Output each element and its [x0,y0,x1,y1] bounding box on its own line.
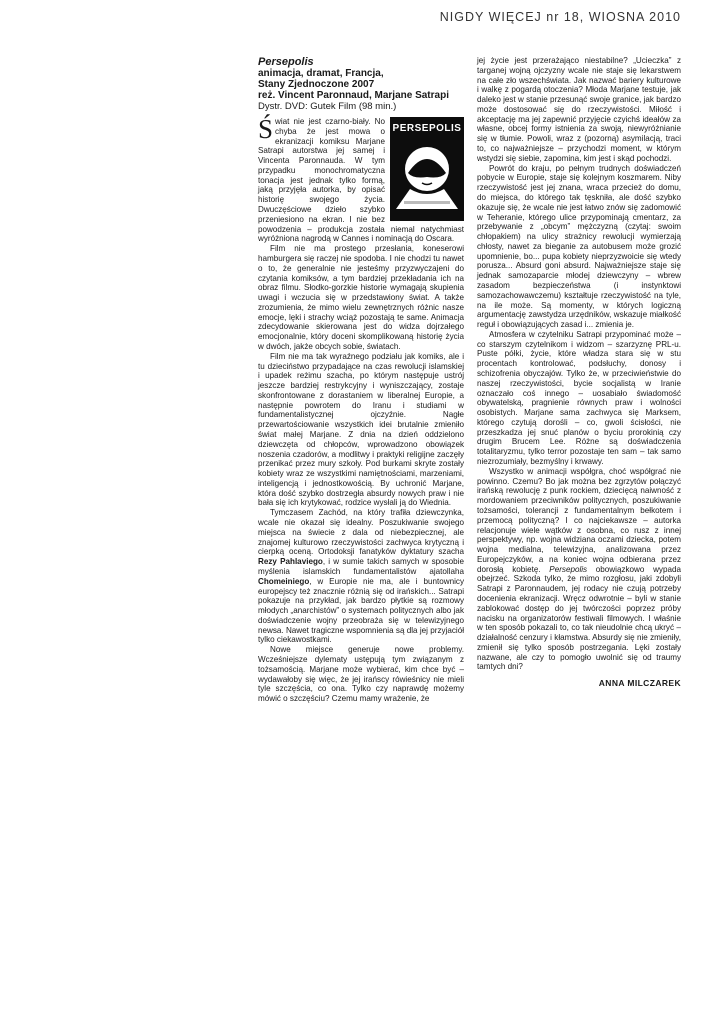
paragraph: Tymczasem Zachód, na który trafiła dziewczynka, wcale nie okazał się idealny. Poszukiwanie swojego miejsca na świecie z dala od niebezpiecznej, ale znajomej kulturowo rzeczywistości zachwyca krytyczną i cierpką oceną. Ortodoksji fanatyków dyktatury szacha Rezy Pahlaviego, i w sumie takich samych w sposobie myślenia islamskich fundamentalistów ajatollaha Chomeiniego, w Europie nie ma, ale i buntownicy europejscy też znacznie różnią się od irańskich... Satrapi pokazuje na przykład, jak bardzo płytkie są rozmowy młodych „anarchistów” o systemach politycznych albo jak doświadczenie wojny przeobraża się w telewizyjnego newsa. Nawet tragiczne wspomnienia są dla jej przyjaciół tylko ciekawostkami. [258,508,464,645]
title-italic: Persepolis [549,564,588,574]
paragraph: Film nie ma prostego przesłania, koneserowi hamburgera się raczej nie spodoba. I nie chodzi tu nawet o to, że generalnie nie jesteśmy przyzwyczajeni do czytania komiksów, a tym bardziej przekładania ich na obraz filmu. Słodko-gorzkie historie wymagają skupienia uwagi i wczucia się w przedstawiony świat. A także zrozumienia, że mimo wielu zewnętrznych różnic nasze emocje, lęki i strachy wciąż pozostają te same. Animacja zdecydowanie skierowana jest do widza dojrzałego emocjonalnie, który doceni skomplikowaną historię życia w dwóch, jakże obcych sobie, światach. [258,244,464,351]
running-header: NIGDY WIĘCEJ nr 18, WIOSNA 2010 [439,10,681,24]
poster-image [390,117,464,221]
poster-art [396,139,458,209]
paragraph: Powrót do kraju, po pełnym trudnych doświadczeń pobycie w Europie, staje się kolejnym koszmarem. Niby rzeczywistość jest jej znana, wraca przecież do domu, do miejsca, do którego tak tęskniła, ale dość szybko okazuje się, że wcale nie jest łatwo znów się zadomowić w Teheranie, którego ulice przypominają cmentarz, za przebywanie z „obcym” mężczyzną (czytaj: swoim chłopakiem) na ulicy strażnicy rewolucji wymierzają chłosty, nawet za bieganie za autobusem może grozić upomnienie, bo... pupa kobiety nieprzyzwoicie się wtedy porusza... Absurd goni absurd. Najważniejsze staje się jednak samozaparcie młodej dziewczyny – wbrew zasadom bezpieczeństwa (i instynktowi samozachowawczemu) kształtuje rzeczywistość na tyle, na ile może. Są momenty, w których logiczną argumentację zawstydza urzędników, wskazuje miałkość reguł i obowiązujących zasad i... zmienia je. [477,163,681,330]
film-directors: reż. Vincent Paronnaud, Marjane Satrapi [258,90,449,101]
paragraph: Wszystko w animacji współgra, choć współgrać nie powinno. Czemu? Bo jak można bez zgrzytów połączyć irańską rewolucję z punk rockiem, dziecięcą naiwność z mordowaniem przeciwników politycznych, poszukiwanie tożsamości, tolerancji z fundamentalnym bełkotem i przemocą polityczną? I co najciekawsze – autorka relacjonuje wiele wątków z osobna, co rusz z innej perspektywy, np. wojna widziana oczami dziecka, potem wojna medialna, telewizyjna, analizowana przez Europejczyków, a na koniec wojna odbierana przez dorosłą kobietę. Persepolis obowiązkowo wypada obejrzeć. Szkoda tylko, że mimo rozgłosu, jaki zdobyli Satrapi z Paronnaudem, jej rodacy nie czują potrzeby docenienia ekranizacji. Wręcz odwrotnie – byli w stanie zablokować dostęp do jej twórczości poprzez próby nacisku na organizatorów festiwali filmowych. I właśnie w ten sposób pokazali to, co tak nieudolnie chcą ukryć – działalność cenzury i kłamstwa. Absurdy się nie zmieniły, zmienił się tylko sposób postrzegania. Lęki zostały nazwane, ale czy to pomogło uwolnić się od traumy tamtych dni? [477,466,681,672]
distribution-info: Dystr. DVD: Gutek Film (98 min.) [258,101,397,112]
film-title: Persepolis [258,56,314,68]
name-highlight: Rezy Pahlaviego [258,557,323,567]
poster-title: PERSEPOLIS [392,123,462,134]
film-genre: animacja, dramat, Francja, [258,68,384,79]
film-production: Stany Zjednoczone 2007 [258,79,375,90]
drop-cap: Ś [258,114,274,144]
left-column [258,56,464,704]
author-signature: ANNA MILCZAREK [598,678,681,689]
paragraph: jej życie jest przerażająco niestabilne? „Ucieczka” z targanej wojną ojczyzny wcale nie staje się lekarstwem na całe zło wszechświata. Jak nazwać bariery kulturowe i walkę z pogardą otoczenia? Młoda Marjane testuje, jak daleko jest w stanie przesunąć swoje granice, jak bardzo może dostosować się do rzeczywistości. Miłość i akceptację ma jej zapewnić przyjęcie czyichś ideałów za własne, obcej formy istnienia za swoją, niewyróżnianie się w tłumie. Powoli, wraz z (pozorną) asymilacją, traci to, co najważniejsze – przychodzi moment, w którym wstydzi się siebie, zapomina, kim jest i skąd pochodzi. [477,56,681,163]
paragraph: Film nie ma tak wyraźnego podziału jak komiks, ale i tu dzieciństwo przypadające na czas rewolucji islamskiej i upadek reżimu szacha, po którym następuje ustrój jeszcze bardziej restrykcyjny i wyniszczający, zostaje skonfrontowane z dorastaniem w liberalnej Europie, a następnie powrotem do Iranu i studiami w fundamentalistycznej ojczyźnie. Nagłe przewartościowanie wszystkich idei brutalnie zmieniło świat małej Marjane. Z dnia na dzień oddzielono dziewczęta od chłopców, wprowadzono obowiązek noszenia czadorów, a modlitwy i praktyki religijne zaczęły przenikać przez mury szkoły. Pod burkami skryte zostały kobiety wraz ze wszystkimi namiętnościami, marzeniami, inteligencją i jednostkowością. By uchronić Marjane, która dość szybko dostrzegła absurdy nowych praw i nie bała się ich krytykować, rodzice wysłali ją do Wiednia. [258,351,464,508]
name-highlight: Chomeiniego [258,576,310,586]
right-column [477,56,681,688]
paragraph: Świat nie jest czarno-biały. No chyba że jest mowa o ekranizacji komiksu Marjane Satrapi autorstwa jej samej i Vincenta Paronnauda. W tym przypadku monochromatyczna tonacja jest jednak tylko formą, jaką przyjęła autorka, by opisać historię swojego życia. Dwuczęściowe dzieło szybko przeniesiono na ekran. I nie bez powodzenia – produkcja została niemal natychmiast wyróżniona nagrodą w Cannes i nominacją do Oscara. [258,114,464,244]
paragraph: Atmosfera w czytelniku Satrapi przypominać może – co starszym czytelnikom i widzom – szarzyznę PRL-u. Puste półki, życie, które władza stara się w stu procentach kontrolować, podsłuchy, donosy i schizofrenia obyczajów. Tylko że, w przeciwieństwie do naszej rzeczywistości, bycie socjalistą w Iranie oznaczało coś innego – uosabiało świadomość obywatelską, pragnienie równych praw i wolności osobistych. Marjane sama zachwyca się Marksem, którego czytują dorośli – co, gwoli ścisłości, nie przeszkadza jej snuć planów o byciu prorokinią czy drugim Brucem Lee. Różne są doświadczenia totalitaryzmu, tylko terror pozostaje ten sam – tak samo niezrozumiały, bezmyślny i krwawy. [477,329,681,467]
paragraph: Nowe miejsce generuje nowe problemy. Wcześniejsze dylematy ustępują tym związanym z tożsamością. Marjane może wybierać, kim chce być – wydawałoby się więc, że jej irańscy rówieśnicy nie mieli tyle szczęścia, co ona. Tylko czy naprawdę możemy mówić o szczęściu? Czemu mamy wrażenie, że [258,645,464,704]
